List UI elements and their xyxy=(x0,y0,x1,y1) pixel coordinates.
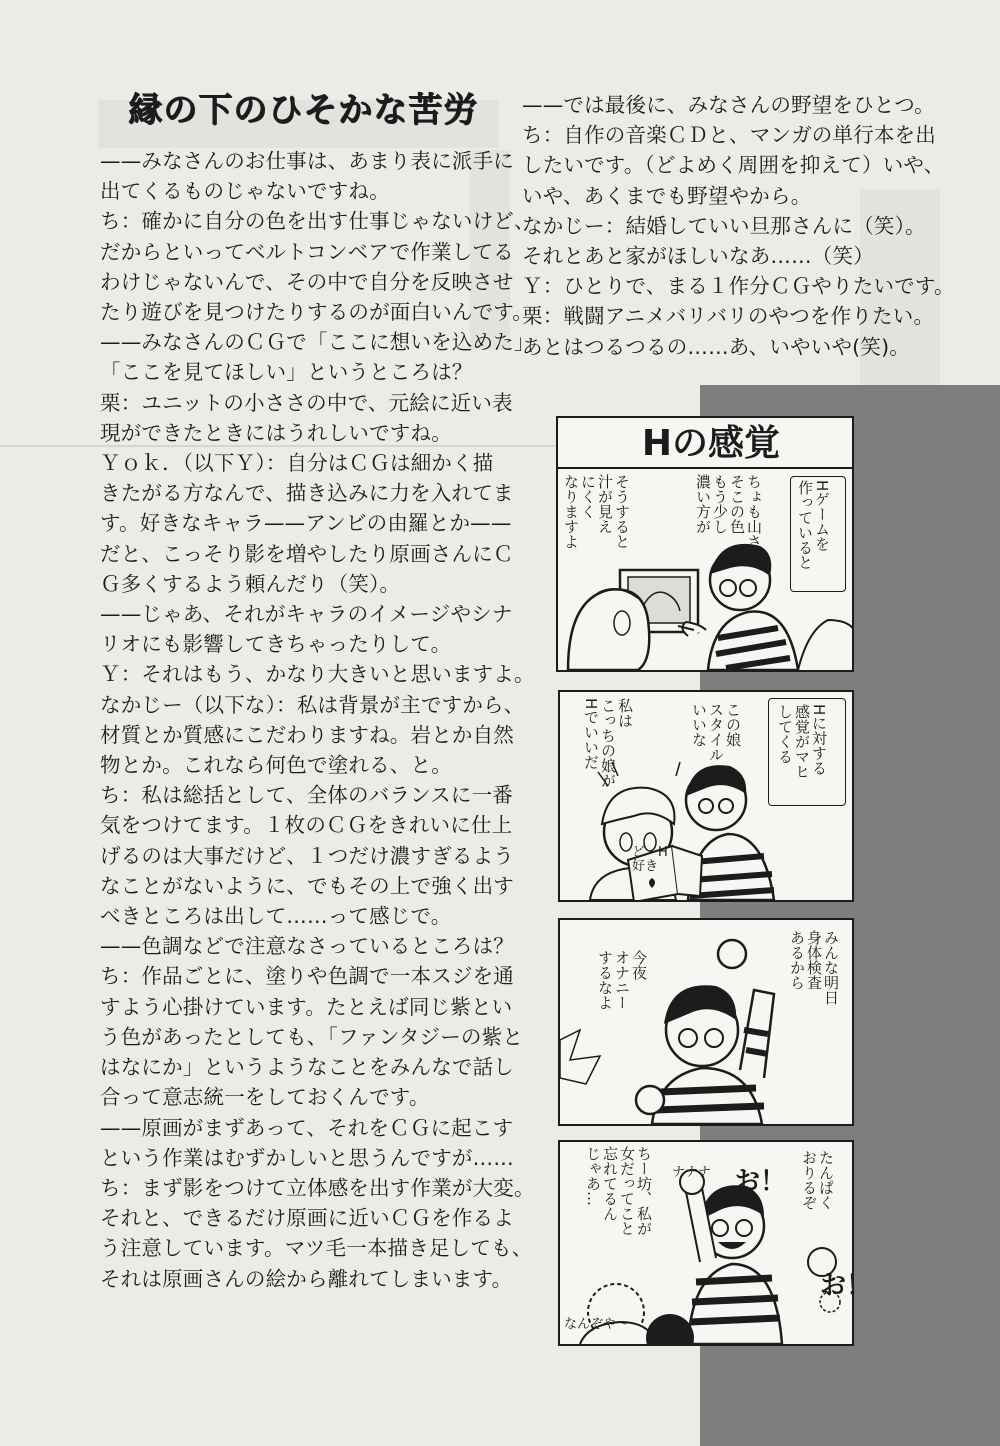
article-line: ち：自作の音楽ＣＤと、マンガの単行本を出 xyxy=(522,123,936,148)
article-line: それと、できるだけ原画に近いＣＧを作るよ xyxy=(100,1206,514,1231)
article-line: Ｇ多くするよう頼んだり（笑）。 xyxy=(100,571,401,596)
article-line: う注意しています。マツ毛一本描き足しても、 xyxy=(100,1236,533,1261)
shout-text: お！ xyxy=(820,1271,873,1301)
article-line: ——じゃあ、それがキャラのイメージやシナ xyxy=(100,602,513,627)
article-line: ち：確かに自分の色を出す仕事じゃないけど、 xyxy=(100,209,535,234)
article-line: 栗：戦闘アニメバリバリのやつを作りたい。 xyxy=(522,304,935,329)
article-line: 現ができたときにはうれしいですね。 xyxy=(100,420,452,445)
article-line: Ｙ：ひとりで、まる１作分ＣＧやりたいです。 xyxy=(522,274,955,299)
article-line: す。好きなキャラ——アンビの由羅とか—— xyxy=(100,511,512,536)
article-line: Ｙ：それはもう、かなり大きいと思いますよ。 xyxy=(100,662,535,687)
article-right-column xyxy=(522,90,955,362)
article-line: いや、あくまでも野望やから。 xyxy=(522,183,812,208)
article-line: あとはつるつるの……あ、いやいや(笑)。 xyxy=(522,334,910,359)
article-line: 出てくるものじゃないですね。 xyxy=(100,179,390,204)
article-line: ——では最後に、みなさんの野望をひとつ。 xyxy=(522,93,935,117)
article-line: 栗：ユニットの小ささの中で、元絵に近い表 xyxy=(100,390,513,415)
article-line: リオにも影響してきちゃったりして。 xyxy=(100,632,452,657)
article-line: ——色調などで注意なさっているところは？ xyxy=(100,934,514,959)
balloon-text: たんぱく おりるぞ xyxy=(800,1150,835,1210)
article-line: う色があったとしても、「ファンタジーの紫と xyxy=(100,1024,524,1049)
article-line: ——みなさんのＣＧで「ここに想いを込めた」 xyxy=(100,330,535,355)
article-line: はなにか」というようなことをみんなで話し xyxy=(100,1055,514,1080)
article-line: だと、こっそり影を増やしたり原画さんにＣ xyxy=(100,541,514,566)
balloon-text: この娘 スタイル いいな xyxy=(690,702,742,762)
sound-effect-text: ナナナ xyxy=(672,1165,712,1180)
balloon-text: 今夜 オナニー するなよ xyxy=(596,950,648,1010)
article-line: きたがる方なんで、描き込みに力を入れてま xyxy=(100,481,514,506)
shout-text: お！ xyxy=(734,1167,787,1197)
article-line: それとあと家がほしいなあ……（笑） xyxy=(522,244,874,269)
balloon-text: Hゲームを 作っていると xyxy=(796,480,831,570)
balloon-text: ちー坊、私が 女だってこと 忘れてるん じゃあ… xyxy=(584,1146,653,1236)
article-line: わけじゃないんで、その中で自分を反映させ xyxy=(100,269,514,294)
comic-title: Hの感覚 xyxy=(641,423,781,464)
article-left-column xyxy=(100,146,535,1294)
sound-effect-text: なんぞや〜 xyxy=(564,1317,630,1332)
article-line: 「ここを見てほしい」というところは？ xyxy=(100,360,473,385)
balloon-text: そうすると 汁が見え にくく なりますよ xyxy=(562,474,631,549)
article-line: べきところは出して……って感じで。 xyxy=(100,904,452,929)
article-line: ——みなさんのお仕事は、あまり表に派手に xyxy=(100,149,514,173)
article-line: なかじー（以下な）：私は背景が主ですから、 xyxy=(100,692,525,717)
article-line: たり遊びを見つけたりするのが面白いんです。 xyxy=(100,300,534,325)
article-line: ——原画がまずあって、それをＣＧに起こす xyxy=(100,1115,514,1140)
article-line: すよう心掛けています。たとえば同じ紫とい xyxy=(100,994,513,1019)
article-line: ち：作品ごとに、塗りや色調で一本スジを通 xyxy=(100,964,514,989)
balloon-text: 私は こっちの娘が Hでいいだ xyxy=(582,698,634,788)
article-line: だからといってベルトコンベアで作業してる xyxy=(100,239,514,264)
article-line: Ｙｏｋ．（以下Ｙ）：自分はＣＧは細かく描 xyxy=(100,451,494,476)
article-line: ち：私は総括として、全体のバランスに一番 xyxy=(100,783,513,808)
article-line: それは原画さんの絵から離れてしまいます。 xyxy=(100,1266,513,1291)
article-title: 縁の下のひそかな苦労 xyxy=(128,90,478,130)
article-line: したいです。（どよめく周囲を抑えて）いや、 xyxy=(522,153,945,178)
article-line: 合って意志統一をしておくんです。 xyxy=(100,1085,430,1110)
balloon-text: みんな明日 身体検査 あるから xyxy=(788,930,840,1005)
balloon-text: ちょも山さん そこの色 もう少し 濃い方が xyxy=(694,474,763,564)
article-line: 気をつけてます。１枚のＣＧをきれいに仕上 xyxy=(100,813,513,838)
article-line: ち：まず影をつけて立体感を出す作業が大変。 xyxy=(100,1175,535,1200)
book-cover-text: ど・H 好き xyxy=(632,845,668,874)
article-line: げるのは大事だけど、１つだけ濃すぎるよう xyxy=(100,843,514,868)
balloon-text: Hに対する 感覚がマヒ してくる xyxy=(776,704,828,779)
article-line: 物とか。これなら何色で塗れる、と。 xyxy=(100,753,452,778)
article-line: なかじー：結婚していい旦那さんに（笑）。 xyxy=(522,213,926,238)
article-line: という作業はむずかしいと思うんですが…… xyxy=(100,1145,514,1170)
article-line: 材質とか質感にこだわりますね。岩とか自然 xyxy=(100,722,514,747)
article-line: なことがないように、でもその上で強く出す xyxy=(100,873,514,898)
